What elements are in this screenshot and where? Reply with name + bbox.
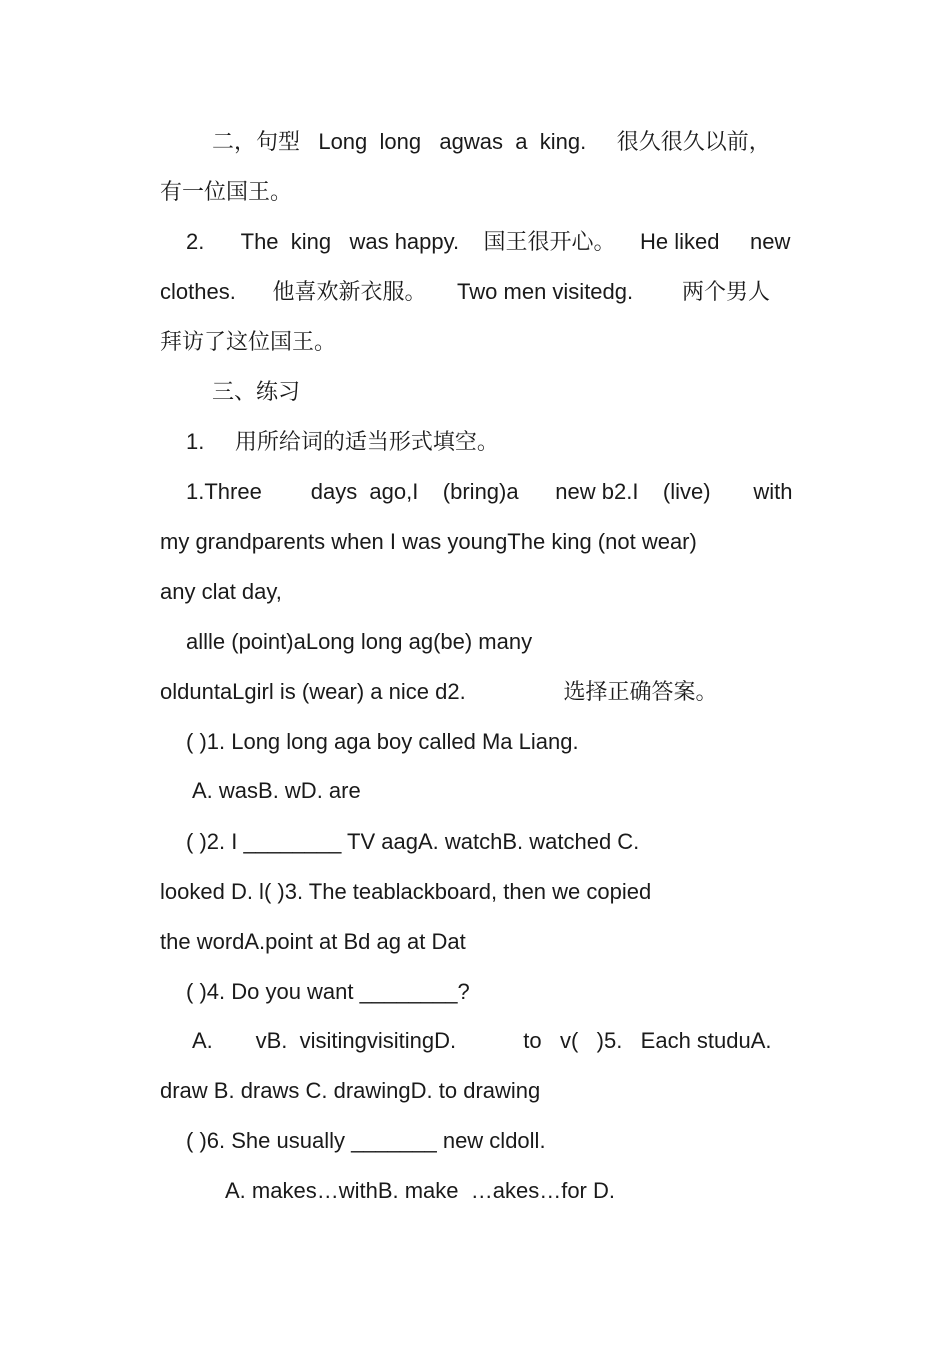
text-line: draw B. draws C. drawingD. to drawing <box>160 1078 541 1103</box>
question-line: ( )4. Do you want ________? <box>186 979 470 1004</box>
text-line: 1.Three days ago,I (bring)a new b2.I (live) with <box>186 479 793 504</box>
fill-in-blank-instruction: 1. 用所给词的适当形式填空。 <box>186 429 499 454</box>
question-line: ( )1. Long long aga boy called Ma Liang. <box>186 729 579 754</box>
text-line: 有一位国王。 <box>160 179 293 204</box>
text-line: allle (point)aLong long ag(be) many <box>186 629 533 654</box>
text-line: 拜访了这位国王。 <box>160 329 337 354</box>
text-line: my grandparents when I was youngThe king (not wear) <box>160 529 697 554</box>
options-line: A. wasB. wD. are <box>192 778 361 803</box>
question-line: ( )2. I ________ TV aagA. watchB. watched C. <box>186 829 640 854</box>
text-line: the wordA.point at Bd ag at Dat <box>160 929 466 954</box>
sentence-pattern-heading: 二，句型 Long long agwas a king. 很久很久以前， <box>212 129 771 154</box>
text-line: 2. The king was happy. 国王很开心。 He liked new <box>186 229 791 254</box>
question-line: ( )6. She usually _______ new cldoll. <box>186 1128 546 1153</box>
text-line: clothes. 他喜欢新衣服。 Two men visitedg. 两个男人 <box>160 279 771 304</box>
options-line: A. makes…withB. make …akes…for D. <box>225 1178 615 1203</box>
text-line: looked D. l( )3. The teablackboard, then we copied <box>160 879 652 904</box>
text-line: any clat day, <box>160 579 282 604</box>
options-line: A. vB. visitingvisitingD. to v( )5. Each studuA. <box>192 1028 772 1053</box>
text-line: olduntaLgirl is (wear) a nice d2. 选择正确答案。 <box>160 679 718 704</box>
practice-heading: 三、练习 <box>212 379 301 404</box>
